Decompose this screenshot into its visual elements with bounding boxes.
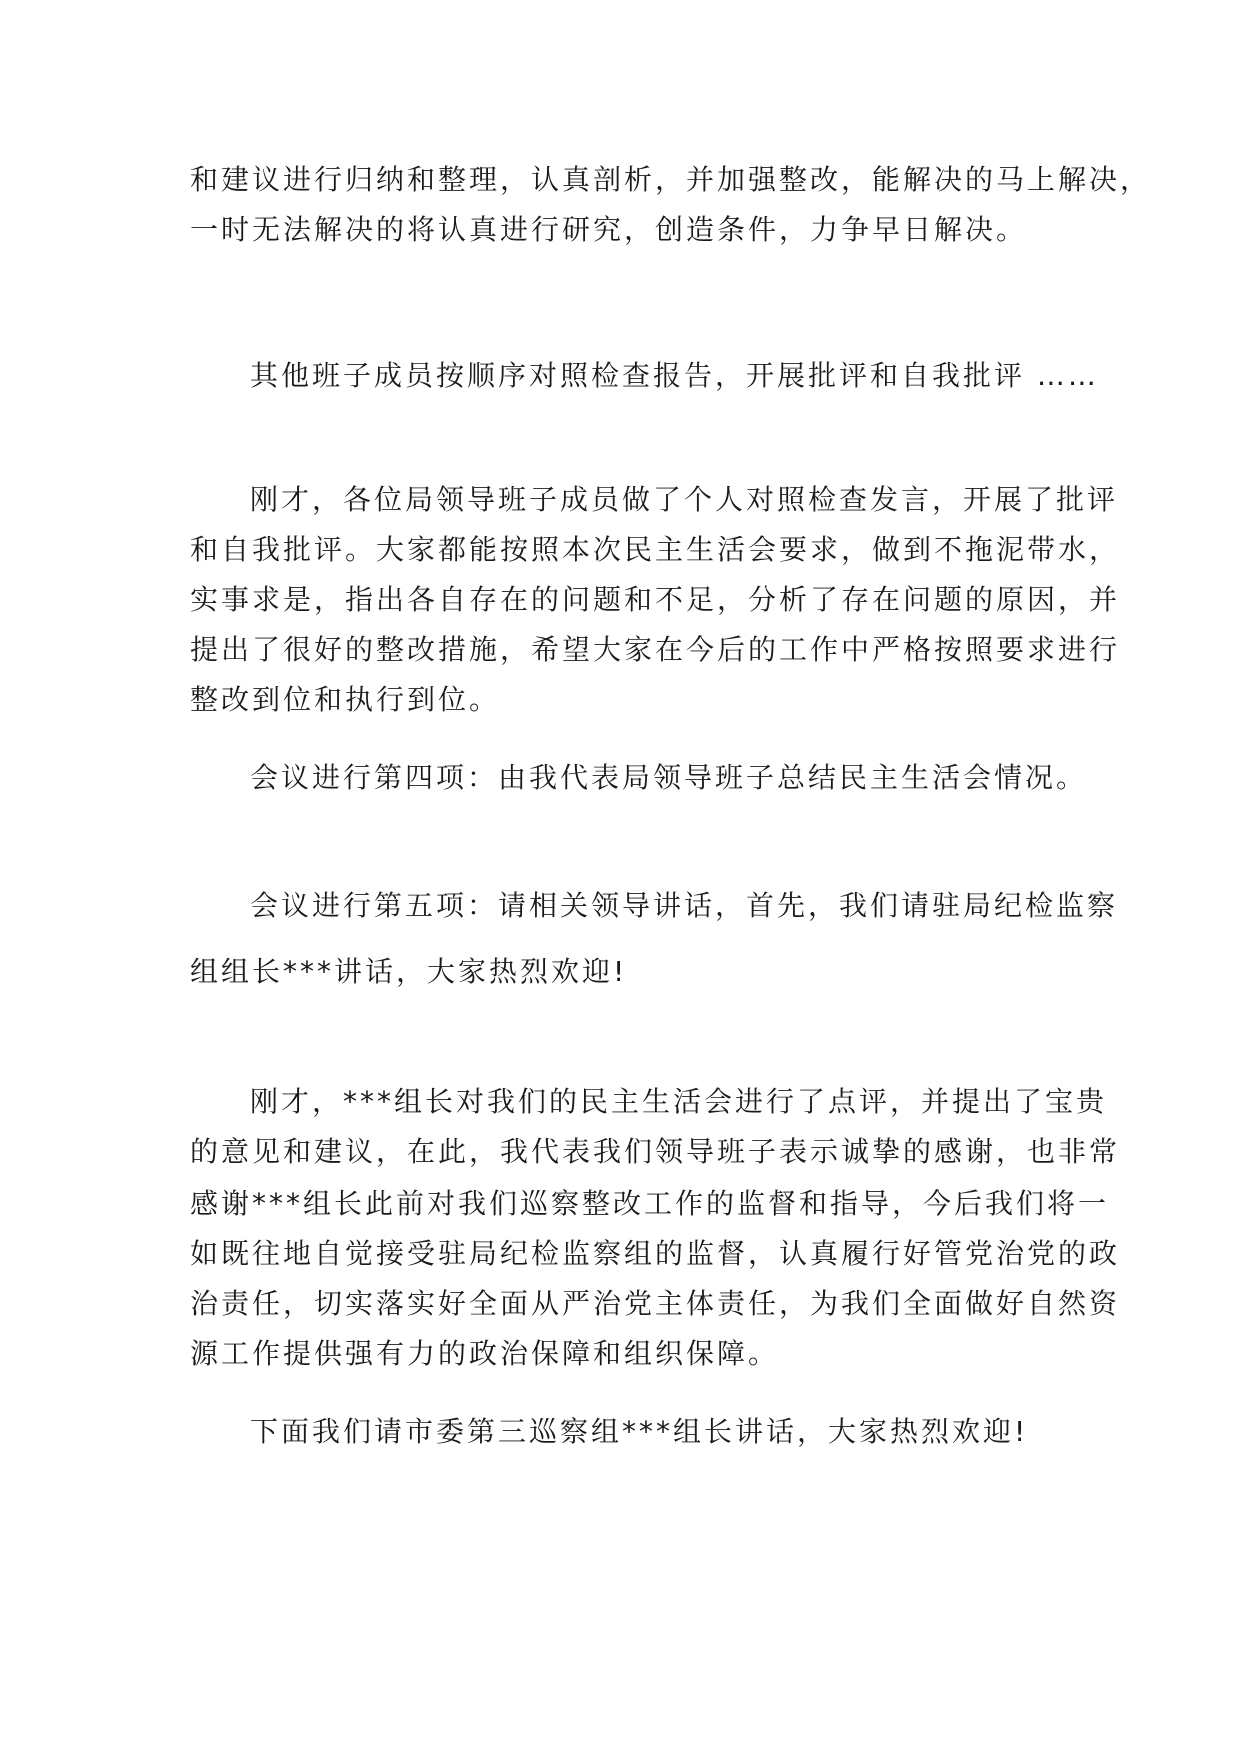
text-line: 实事求是，指出各自存在的问题和不足，分析了存在问题的原因，并 <box>190 583 1121 616</box>
text-line: 整改到位和执行到位。 <box>190 683 501 716</box>
text-line: 和建议进行归纳和整理，认真剖析，并加强整改，能解决的马上解决， <box>190 163 1152 196</box>
text-line: 如既往地自觉接受驻局纪检监察组的监督，认真履行好管党治党的政 <box>190 1237 1121 1270</box>
text-line: 的意见和建议，在此，我代表我们领导班子表示诚挚的感谢，也非常 <box>190 1135 1121 1168</box>
text-line: 刚才，***组长对我们的民主生活会进行了点评，并提出了宝贵 <box>250 1085 1108 1118</box>
text-line: 源工作提供强有力的政治保障和组织保障。 <box>190 1337 780 1370</box>
text-line: 其他班子成员按顺序对照检查报告，开展批评和自我批评 …… <box>250 359 1099 392</box>
text-line: 感谢***组长此前对我们巡察整改工作的监督和指导，今后我们将一 <box>190 1187 1110 1220</box>
text-line: 会议进行第五项：请相关领导讲话，首先，我们请驻局纪检监察 <box>250 889 1119 922</box>
text-line: 刚才，各位局领导班子成员做了个人对照检查发言，开展了批评 <box>250 483 1119 516</box>
text-line: 治责任，切实落实好全面从严治党主体责任，为我们全面做好自然资 <box>190 1287 1121 1320</box>
text-line: 一时无法解决的将认真进行研究，创造条件，力争早日解决。 <box>190 213 1028 246</box>
text-line: 和自我批评。大家都能按照本次民主生活会要求，做到不拖泥带水， <box>190 533 1121 566</box>
text-line: 提出了很好的整改措施，希望大家在今后的工作中严格按照要求进行 <box>190 633 1121 666</box>
text-line: 下面我们请市委第三巡察组***组长讲话，大家热烈欢迎! <box>250 1415 1029 1448</box>
text-line: 会议进行第四项：由我代表局领导班子总结民主生活会情况。 <box>250 761 1088 794</box>
text-line: 组组长***讲话，大家热烈欢迎! <box>190 955 628 988</box>
